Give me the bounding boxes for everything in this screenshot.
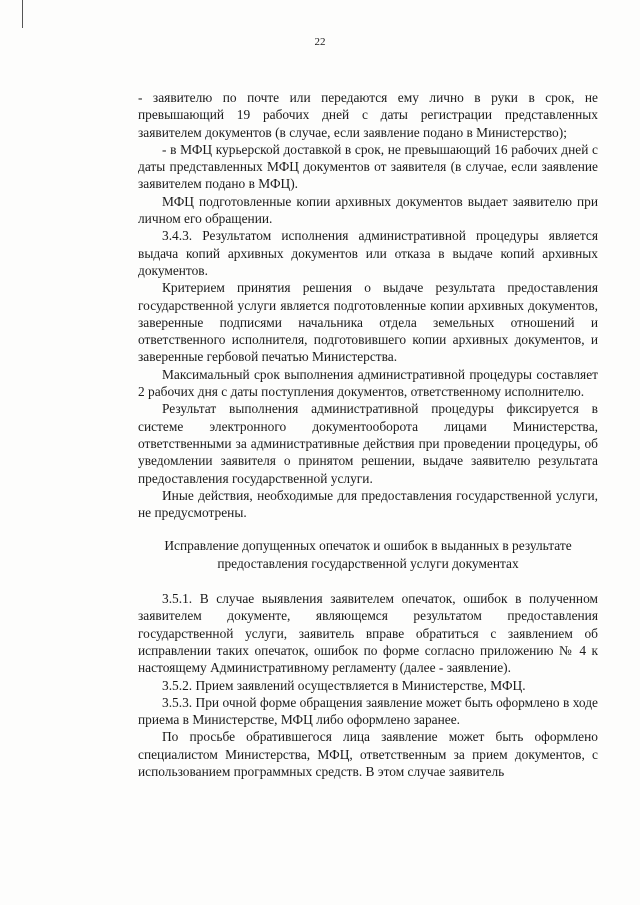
paragraph: По просьбе обратившегося лица заявление может быть оформлено специалистом Министерства, МФЦ, ответственным за прием документов, с использованием программных средств. В этом случае заявитель: [138, 729, 598, 779]
section-heading: Исправление допущенных опечаток и ошибок в выданных в результате предоставления государственной услуги документах: [164, 538, 572, 571]
paragraph: - заявителю по почте или передаются ему лично в руки в срок, не превышающий 19 рабочих дней с даты регистрации представленных заявителем документов (в случае, если заявление подано в Министерство);: [138, 90, 598, 140]
document-body: [138, 89, 598, 780]
paragraph: Критерием принятия решения о выдаче результата предоставления государственной услуги является подготовленные копии архивных документов, заверенные подписями начальника отдела земельных отношений и ответственного исполнителя, подготовившего копии архивных документов, и заверенные гербовой печатью Министерства.: [138, 280, 598, 365]
paragraph: Результат выполнения административной процедуры фиксируется в системе электронного документооборота лицами Министерства, ответственными за административные действия при проведении процедуры, об уведомлении заявителя о принятом решении, выдаче заявителю результата предоставления государственной услуги.: [138, 401, 598, 486]
paragraph: 3.5.1. В случае выявления заявителем опечаток, ошибок в полученном заявителем документе, являющемся результатом предоставления государственной услуги, заявитель вправе обратиться с заявлением об исправлении таких опечаток, ошибок по форме согласно приложению № 4 к настоящему Административному регламенту (далее - заявление).: [138, 591, 598, 676]
paragraph: 3.5.2. Прием заявлений осуществляется в Министерстве, МФЦ.: [162, 677, 526, 693]
paragraph: МФЦ подготовленные копии архивных документов выдает заявителю при личном его обращении.: [138, 193, 598, 227]
paragraph: - в МФЦ курьерской доставкой в срок, не превышающий 16 рабочих дней с даты представленных МФЦ документов от заявителя (в случае, если заявление заявителем подано в МФЦ).: [138, 141, 598, 192]
page-number: 22: [314, 36, 326, 48]
scan-edge-mark: [22, 0, 23, 28]
paragraph: 3.4.3. Результатом исполнения административной процедуры является выдача копий архивных документов или отказа в выдаче копий архивных документов.: [138, 228, 598, 278]
paragraph: 3.5.3. При очной форме обращения заявление может быть оформлено в ходе приема в Министерстве, МФЦ либо оформлено заранее.: [138, 694, 598, 728]
paragraph: Максимальный срок выполнения административной процедуры составляет 2 рабочих дня с даты поступления документов, ответственному исполнителю.: [138, 366, 598, 400]
paragraph: Иные действия, необходимые для предоставления государственной услуги, не предусмотрены.: [138, 487, 598, 521]
